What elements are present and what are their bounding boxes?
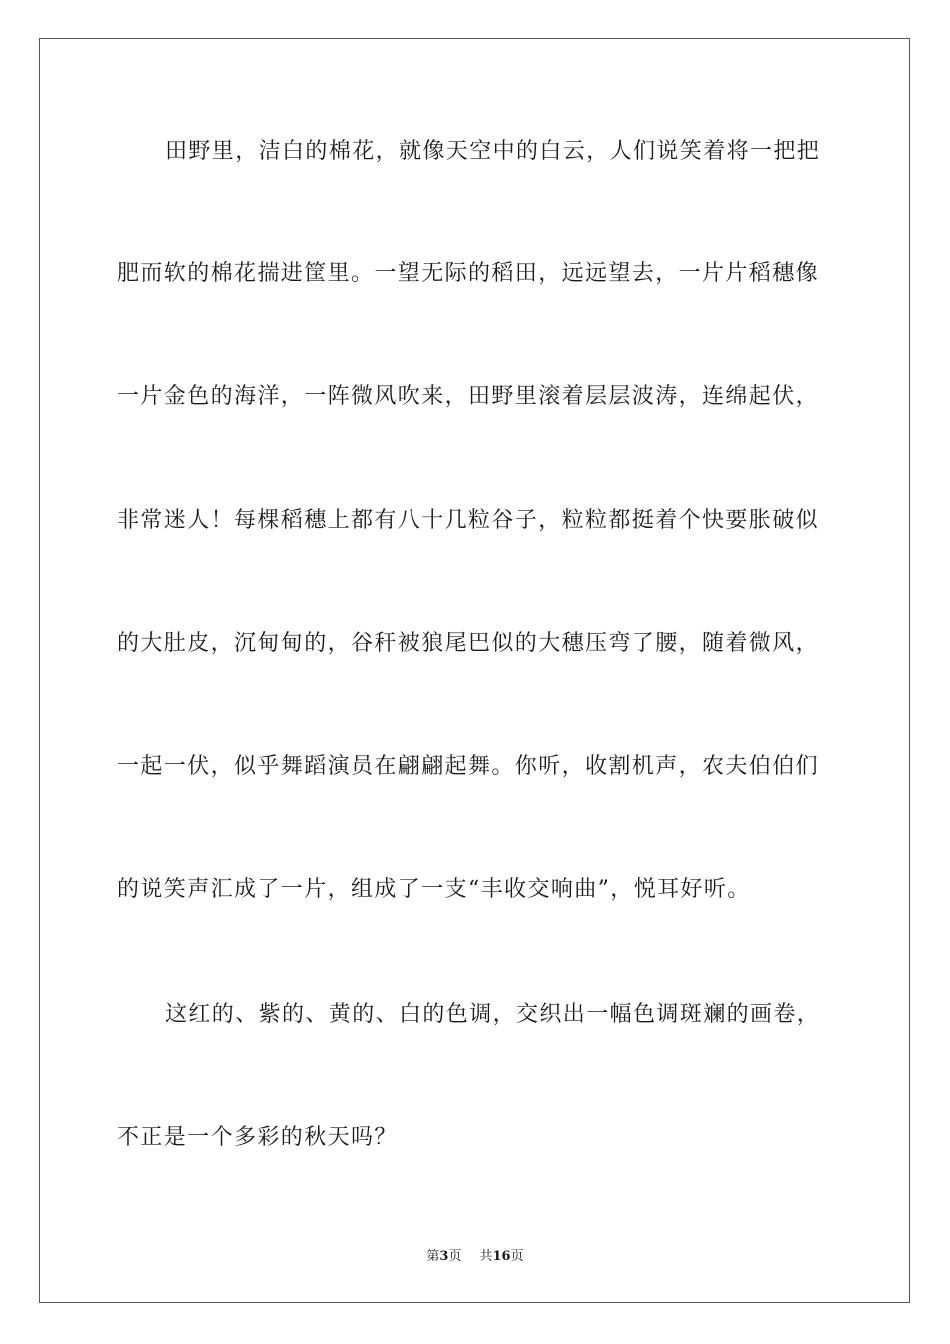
paragraph-1-line-7: 的说笑声汇成了一片，组成了一支“丰收交响曲”，悦耳好听。 [117, 877, 751, 902]
paragraph-1-line-6: 一起一伏，似乎舞蹈演员在翩翩起舞。你听，收割机声，农夫伯伯们 [117, 754, 820, 779]
paragraph-2-line-1: 这红的、紫的、黄的、白的色调，交织出一幅色调斑斓的画卷， [165, 1002, 821, 1027]
total-prefix: 共 [479, 1249, 493, 1264]
total-suffix: 页 [510, 1249, 524, 1264]
paragraph-1-line-4: 非常迷人！每棵稻穗上都有八十几粒谷子，粒粒都挺着个快要胀破似 [117, 508, 820, 533]
page-footer [0, 1248, 950, 1266]
paragraph-1-line-1: 田野里，洁白的棉花，就像天空中的白云，人们说笑着将一把把 [165, 139, 821, 164]
current-page-number: 3 [439, 1249, 449, 1264]
page-prefix: 第 [426, 1249, 440, 1264]
paragraph-2-line-2: 不正是一个多彩的秋天吗？ [117, 1125, 398, 1150]
paragraph-1-line-3: 一片金色的海洋，一阵微风吹来，田野里滚着层层波涛，连绵起伏， [117, 384, 820, 409]
total-pages-number: 16 [492, 1249, 511, 1264]
paragraph-1-line-5: 的大肚皮，沉甸甸的，谷秆被狼尾巴似的大穗压弯了腰，随着微风， [117, 631, 820, 656]
page-suffix: 页 [448, 1249, 462, 1264]
paragraph-1-line-2: 肥而软的棉花揣进筐里。一望无际的稻田，远远望去，一片片稻穗像 [117, 261, 820, 286]
page-border [39, 38, 910, 1303]
